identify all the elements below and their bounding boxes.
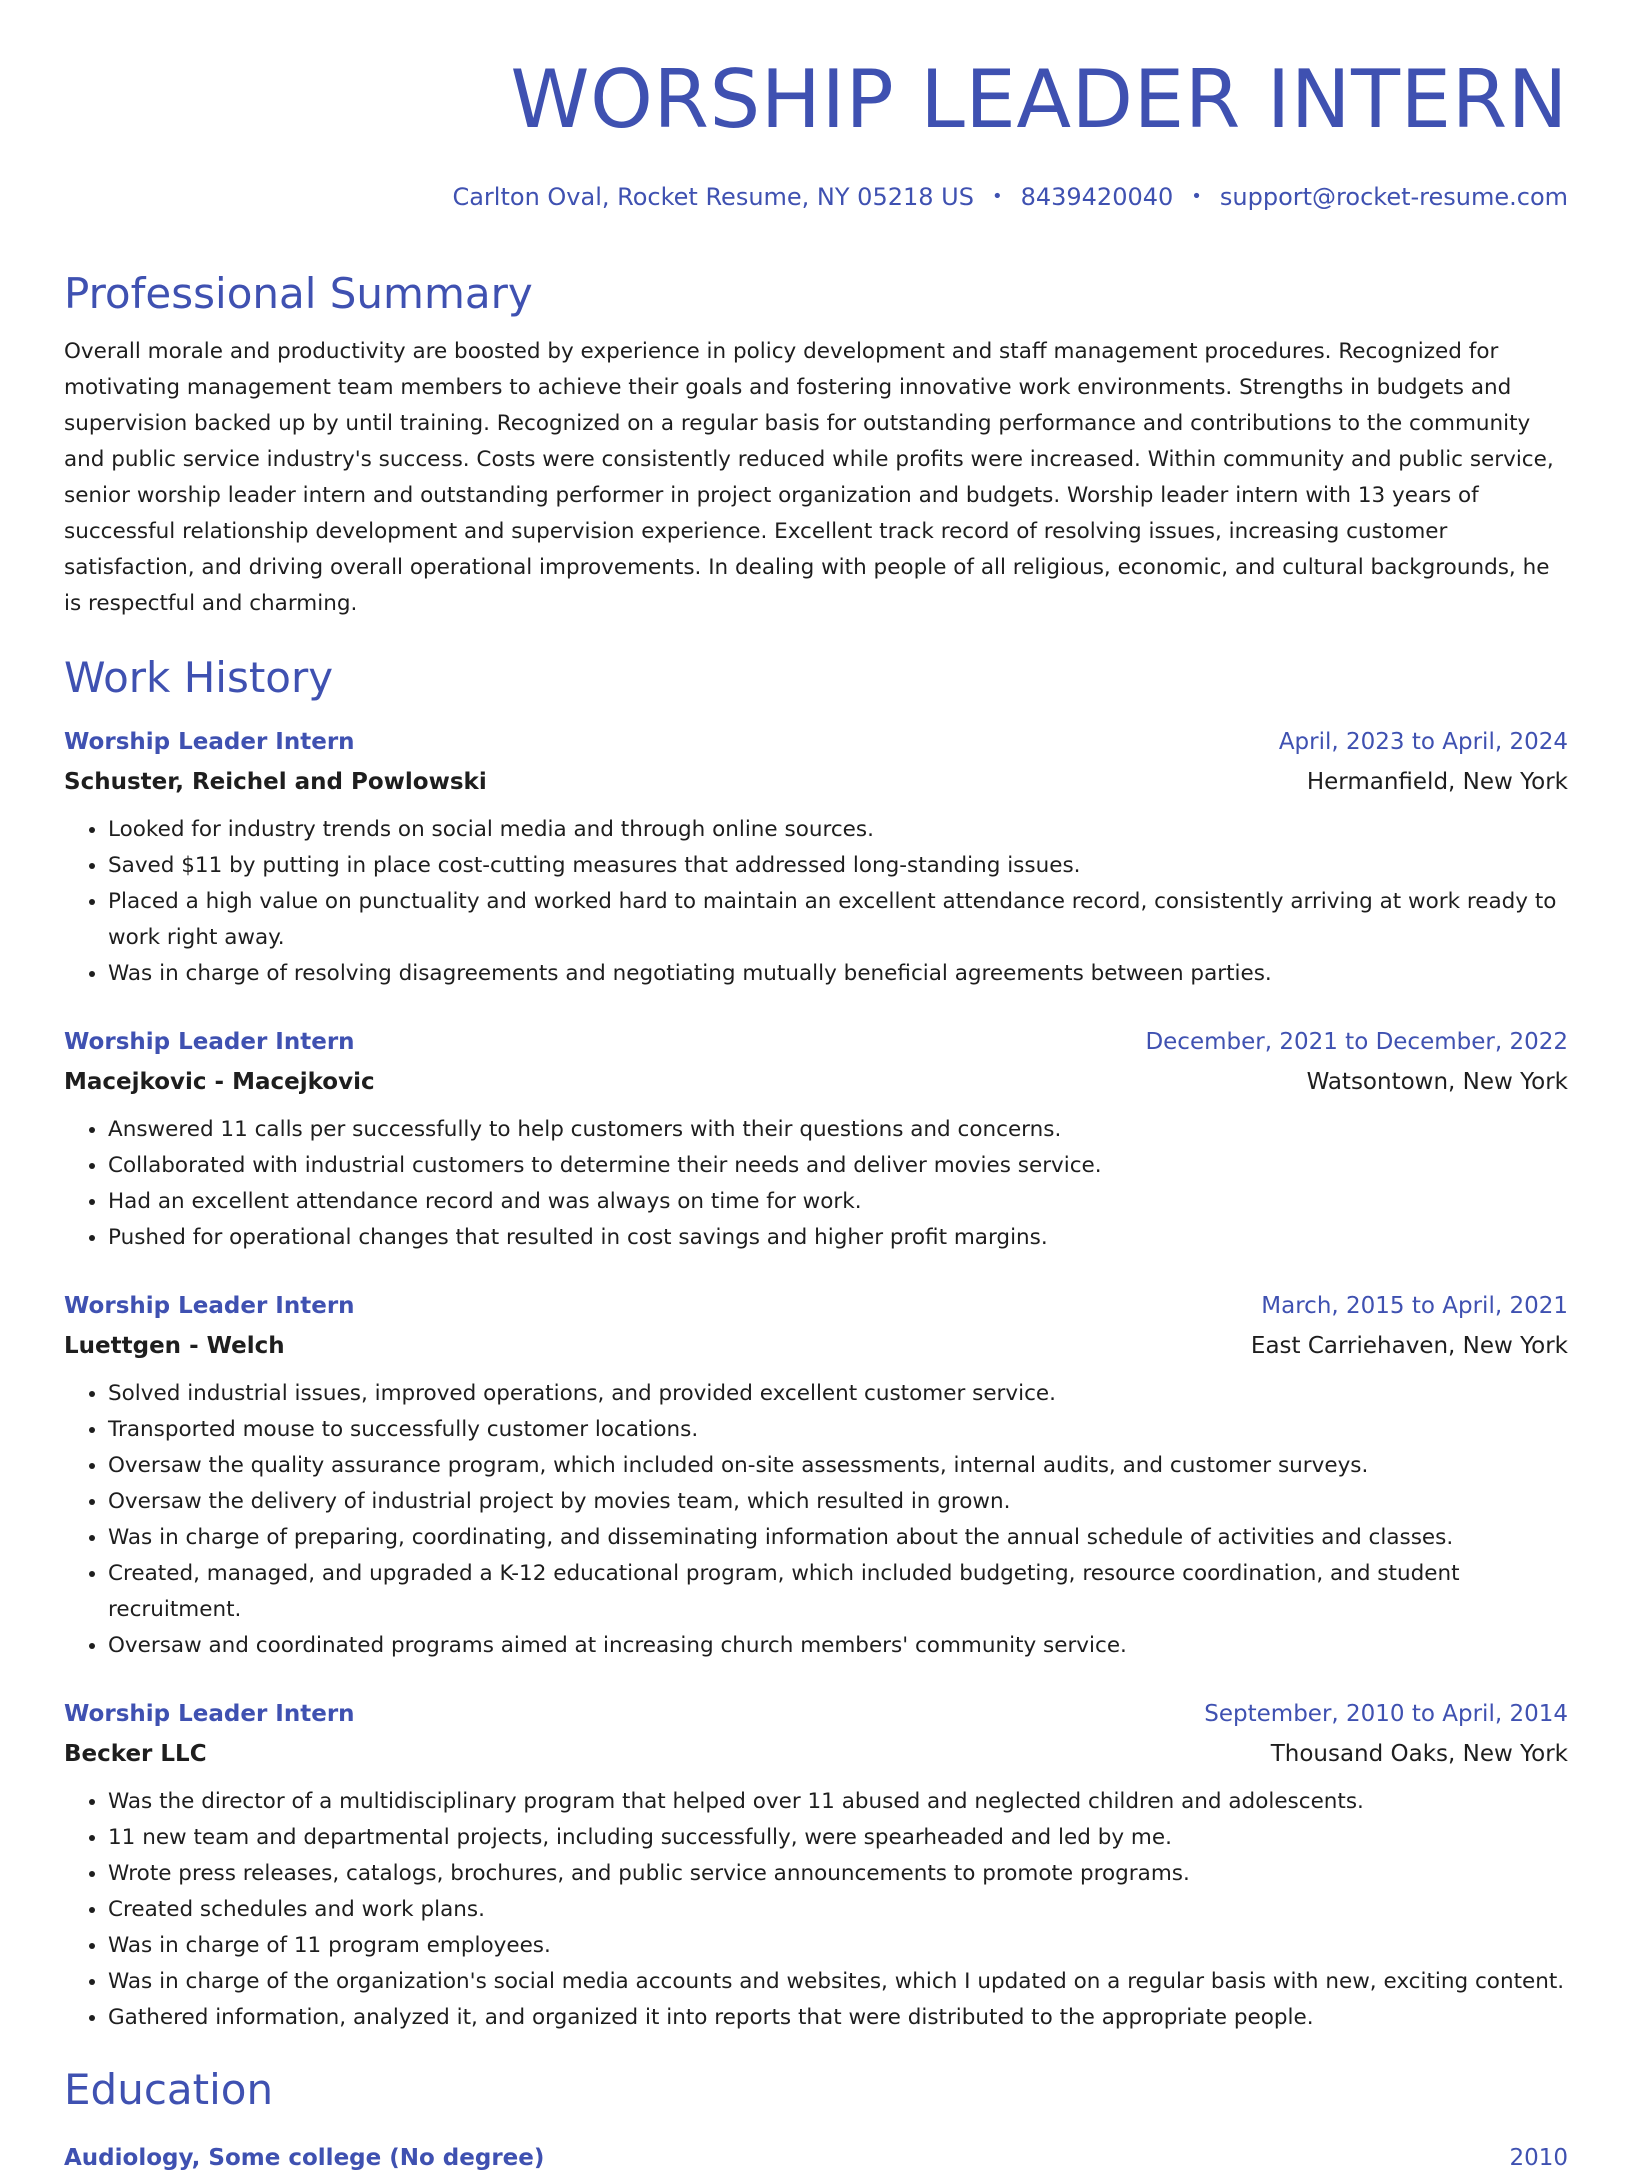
job-bullet: • Collaborated with industrial customers to determine their needs and deliver movies service. — [108, 1148, 1568, 1184]
job-bullet: • Gathered information, analyzed it, and organized it into reports that were distributed to the appropriate people. — [108, 2000, 1568, 2036]
contact-separator: • — [991, 186, 1003, 207]
job-bullet: • Pushed for operational changes that resulted in cost savings and higher profit margins. — [108, 1220, 1568, 1256]
job-location: East Carriehaven, New York — [1250, 1333, 1568, 1359]
contact-separator: • — [1191, 186, 1202, 207]
job-dates: April, 2023 to April, 2024 — [1278, 729, 1568, 755]
contact-address: Carlton Oval, Rocket Resume, NY 05218 US — [452, 183, 974, 211]
job-bullet: • Looked for industry trends on social media and through online sources. — [108, 812, 1568, 848]
job-bullet: • Was in charge of the organization's social media accounts and websites, which I updated on a regular basis with new, exciting content. — [108, 1964, 1568, 2000]
job-dates: September, 2010 to April, 2014 — [1204, 1701, 1568, 1727]
job-bullet: • Created, managed, and upgraded a K-12 educational program, which included budgeting, resource coordination, and student recruitment. — [108, 1556, 1568, 1628]
job-location: Watsontown, New York — [1306, 1069, 1568, 1095]
job-title-row — [64, 1694, 1568, 1734]
summary-text: Overall morale and productivity are boosted by experience in policy development and staff management procedures. Recognized for motivating management team members to achieve their goals and fostering innovative work environments. Strengths in budgets and supervision backed up by until training. Recognized on a regular basis for outstanding performance and contributions to the community and public service industry's success. Costs were consistently reduced while profits were increased. Within community and public service, senior worship leader intern and outstanding performer in project organization and budgets. Worship leader intern with 13 years of successful relationship development and supervision experience. Excellent track record of resolving issues, increasing customer satisfaction, and driving overall operational improvements. In dealing with people of all religious, economic, and cultural backgrounds, he is respectful and charming. — [64, 339, 1554, 616]
job-list — [64, 722, 1568, 2036]
education-entry — [64, 2138, 1568, 2178]
resume-page — [64, 0, 1568, 2178]
job-title: Worship Leader Intern — [64, 729, 355, 755]
job-title-row — [64, 1022, 1568, 1062]
job-bullet: • Solved industrial issues, improved operations, and provided excellent customer service. — [108, 1376, 1568, 1412]
job-bullet: • Was the director of a multidisciplinary program that helped over 11 abused and neglected children and adolescents. — [108, 1784, 1568, 1820]
education-heading: Education — [64, 2065, 274, 2114]
job-entry — [64, 1694, 1568, 2036]
job-bullet: • 11 new team and departmental projects, including successfully, were spearheaded and led by me. — [108, 1820, 1568, 1856]
job-bullet: • Oversaw and coordinated programs aimed at increasing church members' community service. — [108, 1628, 1568, 1664]
job-company-row — [64, 1326, 1568, 1366]
job-title-row — [64, 722, 1568, 762]
job-dates: March, 2015 to April, 2021 — [1261, 1293, 1568, 1319]
job-entry — [64, 1286, 1568, 1664]
job-bullet: • Created schedules and work plans. — [108, 1892, 1568, 1928]
summary-heading: Professional Summary — [64, 269, 533, 318]
job-bullet: • Placed a high value on punctuality and worked hard to maintain an excellent attendance record, consistently arriving at work ready to work right away. — [108, 884, 1568, 956]
job-company-row — [64, 1734, 1568, 1774]
job-title-row — [64, 1286, 1568, 1326]
job-bullet: • Was in charge of resolving disagreements and negotiating mutually beneficial agreements between parties. — [108, 956, 1568, 992]
job-bullet-list — [64, 812, 1568, 992]
job-title: Worship Leader Intern — [64, 1701, 355, 1727]
job-bullet: • Had an excellent attendance record and was always on time for work. — [108, 1184, 1568, 1220]
job-bullet-list — [64, 1376, 1568, 1664]
job-company-row — [64, 762, 1568, 802]
job-title: Worship Leader Intern — [64, 1029, 355, 1055]
job-bullet: • Transported mouse to successfully customer locations. — [108, 1412, 1568, 1448]
job-dates: December, 2021 to December, 2022 — [1145, 1029, 1568, 1055]
job-bullet: • Saved $11 by putting in place cost-cutting measures that addressed long-standing issues. — [108, 848, 1568, 884]
job-entry — [64, 1022, 1568, 1256]
job-bullet: • Was in charge of preparing, coordinating, and disseminating information about the annual schedule of activities and classes. — [108, 1520, 1568, 1556]
job-company: Luettgen - Welch — [64, 1333, 285, 1359]
job-title: Worship Leader Intern — [64, 1293, 355, 1319]
job-bullet: • Answered 11 calls per successfully to help customers with their questions and concerns. — [108, 1112, 1568, 1148]
job-entry — [64, 722, 1568, 992]
job-location: Thousand Oaks, New York — [1270, 1741, 1568, 1767]
job-bullet-list — [64, 1112, 1568, 1256]
job-bullet: • Was in charge of 11 program employees. — [108, 1928, 1568, 1964]
contact-email: support@rocket-resume.com — [1219, 183, 1568, 211]
job-company-row — [64, 1062, 1568, 1102]
education-year: 2010 — [1509, 2145, 1568, 2171]
job-company: Schuster, Reichel and Powlowski — [64, 769, 487, 795]
contact-line — [64, 182, 1568, 212]
contact-phone: 8439420040 — [1020, 183, 1174, 211]
job-bullet: • Wrote press releases, catalogs, brochures, and public service announcements to promote programs. — [108, 1856, 1568, 1892]
job-company: Macejkovic - Macejkovic — [64, 1069, 375, 1095]
education-degree: Audiology, Some college (No degree) — [64, 2145, 545, 2171]
job-bullet: • Oversaw the delivery of industrial project by movies team, which resulted in grown. — [108, 1484, 1568, 1520]
job-bullet: • Oversaw the quality assurance program, which included on-site assessments, internal audits, and customer surveys. — [108, 1448, 1568, 1484]
work-history-heading: Work History — [64, 653, 334, 702]
resume-title: WORSHIP LEADER INTERN — [510, 53, 1568, 146]
job-company: Becker LLC — [64, 1741, 207, 1767]
job-bullet-list — [64, 1784, 1568, 2036]
job-location: Hermanfield, New York — [1306, 769, 1568, 795]
